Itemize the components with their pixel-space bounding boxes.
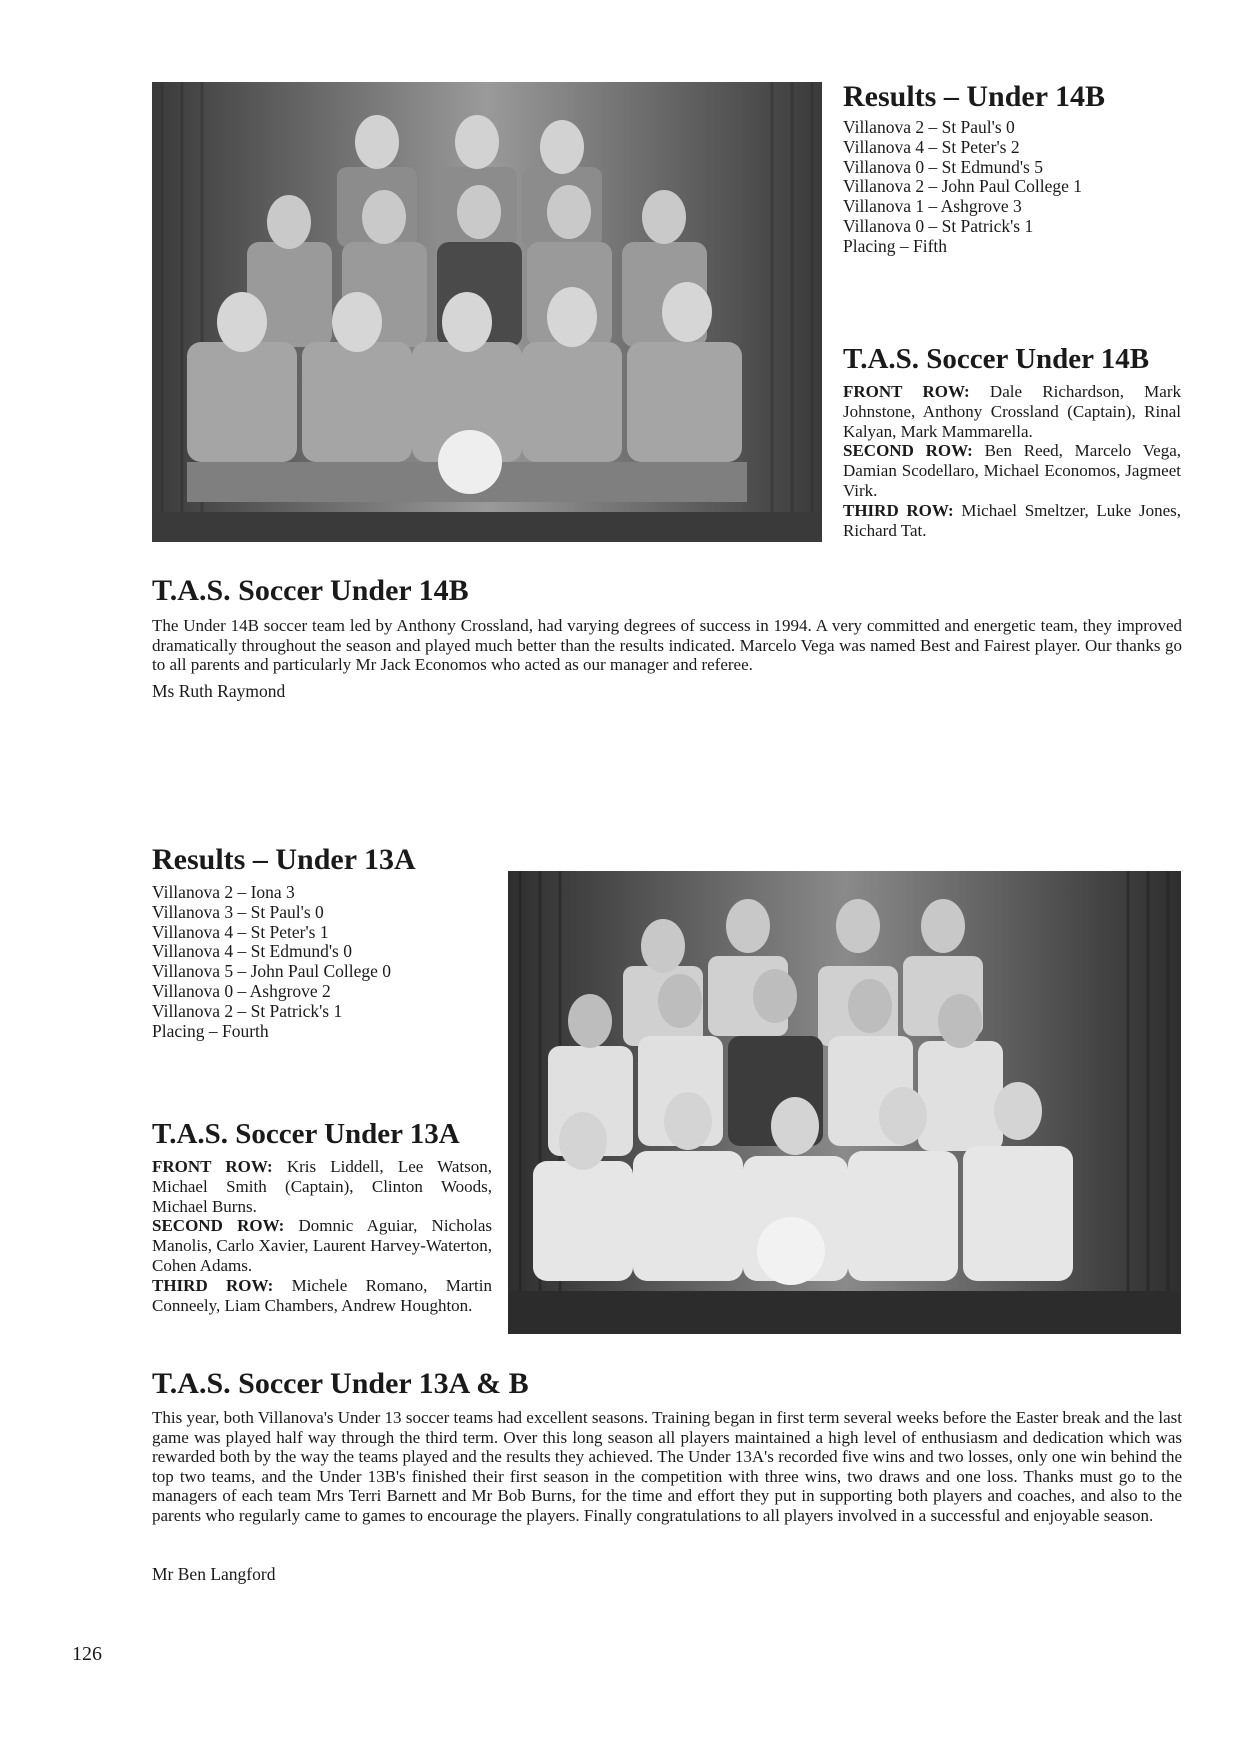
result-line: Villanova 0 – Ashgrove 2 bbox=[152, 980, 331, 1001]
third-row-label: THIRD ROW: bbox=[152, 1275, 274, 1295]
second-row bbox=[152, 1216, 492, 1275]
u14b-team-photo bbox=[152, 82, 822, 542]
u13ab-report-author: Mr Ben Langford bbox=[152, 1564, 276, 1584]
u13ab-report-title: T.A.S. Soccer Under 13A & B bbox=[152, 1367, 529, 1400]
result-line: Villanova 0 – St Edmund's 5 bbox=[843, 156, 1043, 177]
third-row bbox=[152, 1276, 492, 1316]
u14b-report-title: T.A.S. Soccer Under 14B bbox=[152, 574, 469, 607]
result-line: Villanova 4 – St Peter's 2 bbox=[843, 136, 1020, 157]
u14b-report-author: Ms Ruth Raymond bbox=[152, 681, 286, 701]
u13a-team-photo bbox=[508, 871, 1181, 1334]
front-row-label: FRONT ROW: bbox=[843, 382, 970, 401]
u14b-results-title: Results – Under 14B bbox=[843, 80, 1105, 113]
front-row-label: FRONT ROW: bbox=[152, 1157, 273, 1176]
result-line: Villanova 0 – St Patrick's 1 bbox=[843, 215, 1034, 236]
u13ab-report-body: This year, both Villanova's Under 13 soccer teams had excellent seasons. Training began in first term several weeks before the Easter break and the last game was played half way through the third term. Over this long season all players maintained a high level of enthusiasm and dedication which was rewarded both by the way the teams played and the results they achieved. The Under 13A's recorded five wins and two losses, only one win behind the top two teams, and the Under 13B's finished their first season in the competition with three wins, two draws and one loss. Thanks must go to the managers of each team Mrs Terri Barnett and Mr Bob Burns, for the time and effort they put in supporting both players and coaches, and also to the parents who regularly came to games to encourage the players. Finally congratulations to all players involved in a successful and enjoyable season. bbox=[152, 1408, 1182, 1525]
u13a-results-title: Results – Under 13A bbox=[152, 843, 416, 876]
page-number: 126 bbox=[72, 1643, 102, 1665]
u13a-results-list bbox=[152, 883, 391, 1041]
second-row-names: Ben Reed, Marcelo Vega, Damian Scodellaro, Michael Economos, Jagmeet Virk. bbox=[843, 441, 1181, 500]
result-line: Villanova 1 – Ashgrove 3 bbox=[843, 196, 1022, 217]
third-row-label: THIRD ROW: bbox=[843, 500, 954, 520]
u14b-caption-title: T.A.S. Soccer Under 14B bbox=[843, 343, 1150, 375]
result-line: Villanova 4 – St Edmund's 0 bbox=[152, 941, 352, 962]
result-line: Villanova 2 – St Paul's 0 bbox=[843, 117, 1015, 137]
placing-line: Placing – Fifth bbox=[843, 235, 948, 256]
second-row-label: SECOND ROW: bbox=[843, 441, 973, 461]
second-row bbox=[843, 441, 1181, 500]
third-row bbox=[843, 501, 1181, 541]
third-row-names: Michele Romano, Martin Conneely, Liam Chambers, Andrew Houghton. bbox=[152, 1275, 493, 1315]
front-row bbox=[152, 1157, 492, 1216]
placing-line: Placing – Fourth bbox=[152, 1020, 269, 1041]
u14b-report-body: The Under 14B soccer team led by Anthony Crossland, had varying degrees of success in 1994. A very committed and energetic team, they improved dramatically throughout the season and played much better than the results indicated. Marcelo Vega was named Best and Fairest player. Our thanks go to all parents and particularly Mr Jack Economos who acted as our manager and referee. bbox=[152, 616, 1182, 675]
result-line: Villanova 2 – Iona 3 bbox=[152, 882, 295, 902]
result-line: Villanova 2 – St Patrick's 1 bbox=[152, 1000, 343, 1021]
u13a-roster bbox=[152, 1157, 492, 1315]
second-row-label: SECOND ROW: bbox=[152, 1216, 285, 1236]
u13a-caption-title: T.A.S. Soccer Under 13A bbox=[152, 1118, 460, 1150]
u14b-results-list bbox=[843, 118, 1082, 257]
result-line: Villanova 3 – St Paul's 0 bbox=[152, 901, 324, 922]
result-line: Villanova 4 – St Peter's 1 bbox=[152, 921, 329, 942]
second-row-names: Domnic Aguiar, Nicholas Manolis, Carlo Xavier, Laurent Harvey-Waterton, Cohen Adams. bbox=[152, 1216, 492, 1275]
front-row bbox=[843, 382, 1181, 441]
u14b-roster bbox=[843, 382, 1181, 540]
result-line: Villanova 5 – John Paul College 0 bbox=[152, 961, 392, 982]
front-row-names: Dale Richardson, Mark Johnstone, Anthony Crossland (Captain), Rinal Kalyan, Mark Mammarella. bbox=[843, 382, 1182, 441]
third-row-names: Michael Smeltzer, Luke Jones, Richard Tat. bbox=[843, 500, 1181, 540]
front-row-names: Kris Liddell, Lee Watson, Michael Smith (Captain), Clinton Woods, Michael Burns. bbox=[152, 1157, 492, 1216]
result-line: Villanova 2 – John Paul College 1 bbox=[843, 176, 1083, 197]
